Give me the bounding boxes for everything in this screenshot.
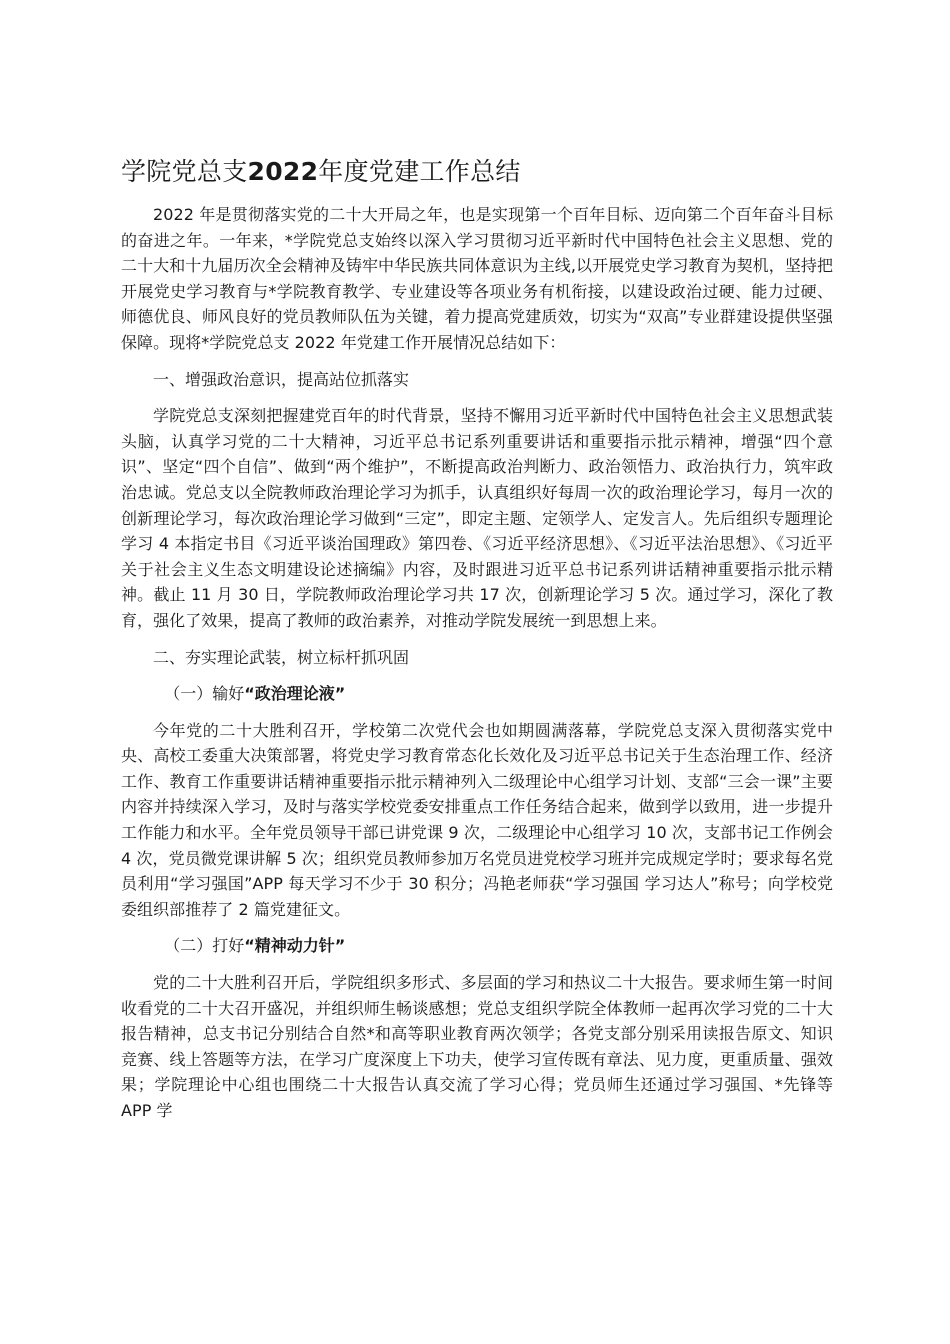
document-page — [121, 150, 833, 1135]
subsection2-heading — [121, 933, 833, 959]
title-year: 2022 — [247, 157, 319, 186]
subsection2-quoted: “精神动力针” — [244, 936, 346, 956]
section2-heading: 二、夯实理论武装，树立标杆抓巩固 — [153, 647, 410, 667]
subsection1-quoted: “政治理论液” — [244, 684, 346, 704]
section1-paragraph: 学院党总支深刻把握建党百年的时代背景，坚持不懈用习近平新时代中国特色社会主义思想武装头脑，认真学习党的二十大精神，习近平总书记系列重要讲话和重要指示批示精神，增强“四个意识”、坚定“四个自信”、做到“两个维护”，不断提高政治判断力、政治领悟力、政治执行力，筑牢政治忠诚。党总支以全院教师政治理论学习为抓手，认真组织好每周一次的政治理论学习，每月一次的创新理论学习，每次政治理论学习做到“三定”，即定主题、定领学人、定发言人。先后组织专题理论学习 4 本指定书目《习近平谈治国理政》第四卷、《习近平经济思想》、《习近平法治思想》、《习近平关于社会主义生态文明建设论述摘编》内容，及时跟进习近平总书记系列讲话精神重要指示批示精神。截止 11 月 30 日，学院教师政治理论学习共 17 次，创新理论学习 5 次。通过学习，深化了教育，强化了效果，提高了教师的政治素养，对推动学院发展统一到思想上来。 — [121, 406, 833, 630]
subsection2-prefix: （二）打好 — [164, 936, 245, 956]
title-prefix: 学院党总支 — [121, 157, 248, 186]
title-suffix: 年度党建工作总结 — [318, 157, 521, 186]
subsection1-paragraph: 今年党的二十大胜利召开，学校第二次党代会也如期圆满落幕，学院党总支深入贯彻落实党中央、高校工委重大决策部署，将党史学习教育常态化长效化及习近平总书记关于生态治理工作、经济工作、教育工作重要讲话精神重要指示批示精神列入二级理论中心组学习计划、支部“三会一课”主要内容并持续深入学习，及时与落实学校党委安排重点工作任务结合起来，做到学以致用，进一步提升工作能力和水平。全年党员领导干部已讲党课 9 次，二级理论中心组学习 10 次，支部书记工作例会 4 次，党员微党课讲解 5 次；组织党员教师参加万名党员进党校学习班并完成规定学时；要求每名党员利用“学习强国”APP 每天学习不少于 30 积分；冯艳老师获“学习强国 学习达人”称号；向学校党委组织部推荐了 2 篇党建征文。 — [121, 720, 833, 919]
intro-paragraph: 2022 年是贯彻落实党的二十大开局之年，也是实现第一个百年目标、迈向第二个百年奋斗目标的奋进之年。一年来，*学院党总支始终以深入学习贯彻习近平新时代中国特色社会主义思想、党的二十大和十九届历次全会精神及铸牢中华民族共同体意识为主线,以开展党史学习教育为契机，坚持把开展党史学习教育与*学院教育教学、专业建设等各项业务有机衔接，以建设政治过硬、能力过硬、师德优良、师风良好的党员教师队伍为关键，着力提高党建质效，切实为“双高”专业群建设提供坚强保障。现将*学院党总支 2022 年党建工作开展情况总结如下： — [121, 205, 833, 352]
subsection2-paragraph: 党的二十大胜利召开后，学院组织多形式、多层面的学习和热议二十大报告。要求师生第一时间收看党的二十大召开盛况，并组织师生畅谈感想；党总支组织学院全体教师一起再次学习党的二十大报告精神，总支书记分别结合自然*和高等职业教育两次领学；各党支部分别采用读报告原文、知识竞赛、线上答题等方法，在学习广度深度上下功夫，使学习宣传既有章法、见力度，更重质量、强效果；学院理论中心组也围绕二十大报告认真交流了学习心得；党员师生还通过学习强国、*先锋等 APP 学 — [121, 973, 833, 1120]
subsection1-heading — [121, 681, 833, 707]
subsection1-prefix: （一）输好 — [164, 684, 245, 704]
section1-heading: 一、增强政治意识，提高站位抓落实 — [153, 369, 410, 389]
document-title — [121, 150, 833, 194]
